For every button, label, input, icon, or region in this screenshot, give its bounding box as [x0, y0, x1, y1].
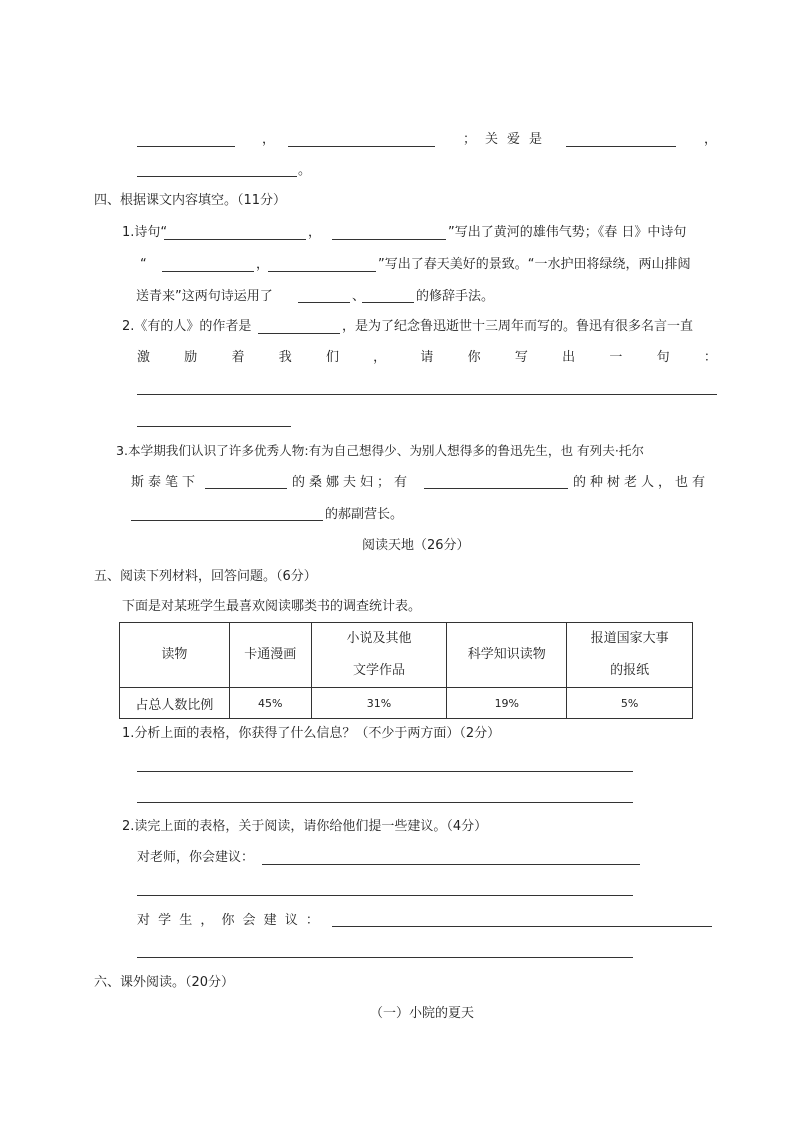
- blank[interactable]: [137, 146, 235, 147]
- table-row: [120, 688, 693, 719]
- blank[interactable]: [258, 333, 340, 334]
- answer-line[interactable]: [262, 864, 640, 865]
- table-header-cell: 卡通漫画: [229, 623, 311, 688]
- blank[interactable]: [137, 176, 297, 177]
- table-header-cell: 小说及其他 文学作品: [311, 623, 447, 688]
- answer-line[interactable]: [137, 957, 633, 958]
- reading-section-title: 阅读天地（26分）: [362, 538, 470, 553]
- semicolon-label: ；关爱是: [463, 132, 552, 147]
- blank[interactable]: [131, 520, 323, 521]
- answer-line[interactable]: [332, 926, 712, 927]
- q5-sub1: 1.分析上面的表格，你获得了什么信息？（不少于两方面）（2分）: [122, 726, 501, 741]
- student-label: 对 学 生 ， 你 会 建 议 ：: [137, 913, 319, 928]
- q5-sub2: 2.读完上面的表格，关于阅读，请你给他们提一些建议。（4分）: [122, 819, 488, 834]
- q4-2-text: 2.《有的人》的作者是: [122, 319, 252, 334]
- table-cell: 31%: [311, 688, 447, 719]
- table-header-cell: 读物: [120, 623, 230, 688]
- passage-title: （一）小院的夏天: [370, 1006, 475, 1021]
- blank[interactable]: [362, 302, 414, 303]
- blank[interactable]: [424, 488, 568, 489]
- q4-3-text: 的郝副营长。: [325, 507, 404, 522]
- table-row-label: 占总人数比例: [120, 688, 230, 719]
- punct: ，: [704, 132, 718, 147]
- blank[interactable]: [332, 239, 446, 240]
- table-header-row: [120, 623, 693, 688]
- table-cell: 45%: [229, 688, 311, 719]
- table-header-cell: 报道国家大事 的报纸: [567, 623, 693, 688]
- table-header-cell: 科学知识读物: [447, 623, 567, 688]
- q4-3-text: 斯泰笔下: [131, 475, 200, 490]
- q4-1-text: 送青来”这两句诗运用了: [136, 289, 273, 304]
- blank[interactable]: [164, 239, 306, 240]
- answer-line[interactable]: [137, 771, 633, 772]
- survey-table: [119, 622, 693, 719]
- q4-1-text: “: [140, 257, 147, 272]
- blank[interactable]: [566, 146, 676, 147]
- q4-1-text: 的修辞手法。: [416, 289, 495, 304]
- blank[interactable]: [298, 302, 350, 303]
- q4-1-text: 、: [352, 289, 366, 304]
- answer-line[interactable]: [137, 394, 717, 395]
- blank[interactable]: [288, 146, 435, 147]
- section-heading-5: 五、阅读下列材料，回答问题。（6分）: [94, 569, 317, 584]
- q4-2-spread-line: 激 励 着 我 们 ， 请 你 写 出 一 句 ：: [137, 350, 717, 365]
- blank[interactable]: [268, 271, 376, 272]
- punct: 。: [298, 163, 312, 178]
- table-cell: 5%: [567, 688, 693, 719]
- q4-1-text: ”写出了春天美好的景致。“一水护田将绿绕，两山排闼: [378, 257, 691, 272]
- section-heading-6: 六、课外阅读。（20分）: [94, 975, 235, 990]
- q4-1-text: ”写出了黄河的雄伟气势；《春 日》中诗句: [448, 225, 687, 240]
- answer-line[interactable]: [137, 802, 633, 803]
- q5-intro: 下面是对某班学生最喜欢阅读哪类书的调查统计表。: [122, 599, 422, 614]
- answer-line[interactable]: [137, 426, 291, 427]
- q4-1-text: 1.诗句“: [122, 225, 168, 240]
- teacher-label: 对老师，你会建议：: [137, 850, 255, 865]
- q4-1-text: ，: [256, 257, 270, 272]
- punct: ，: [262, 132, 276, 147]
- blank[interactable]: [205, 488, 287, 489]
- answer-line[interactable]: [137, 895, 633, 896]
- q4-3-text: 的种树老人，也有: [573, 475, 710, 490]
- q4-3-text: 3.本学期我们认识了许多优秀人物:有为自己想得少、为别人想得多的鲁迅先生，也 有列夫·托尔: [116, 443, 645, 458]
- q4-3-text: 的桑娜夫妇；有: [292, 475, 412, 490]
- table-cell: 19%: [447, 688, 567, 719]
- blank[interactable]: [162, 271, 254, 272]
- section-heading-4: 四、根据课文内容填空。（11分）: [94, 193, 287, 208]
- q4-1-text: ，: [308, 225, 322, 240]
- q4-2-text: ，是为了纪念鲁迅逝世十三周年而写的。鲁迅有很多名言一直: [342, 319, 694, 334]
